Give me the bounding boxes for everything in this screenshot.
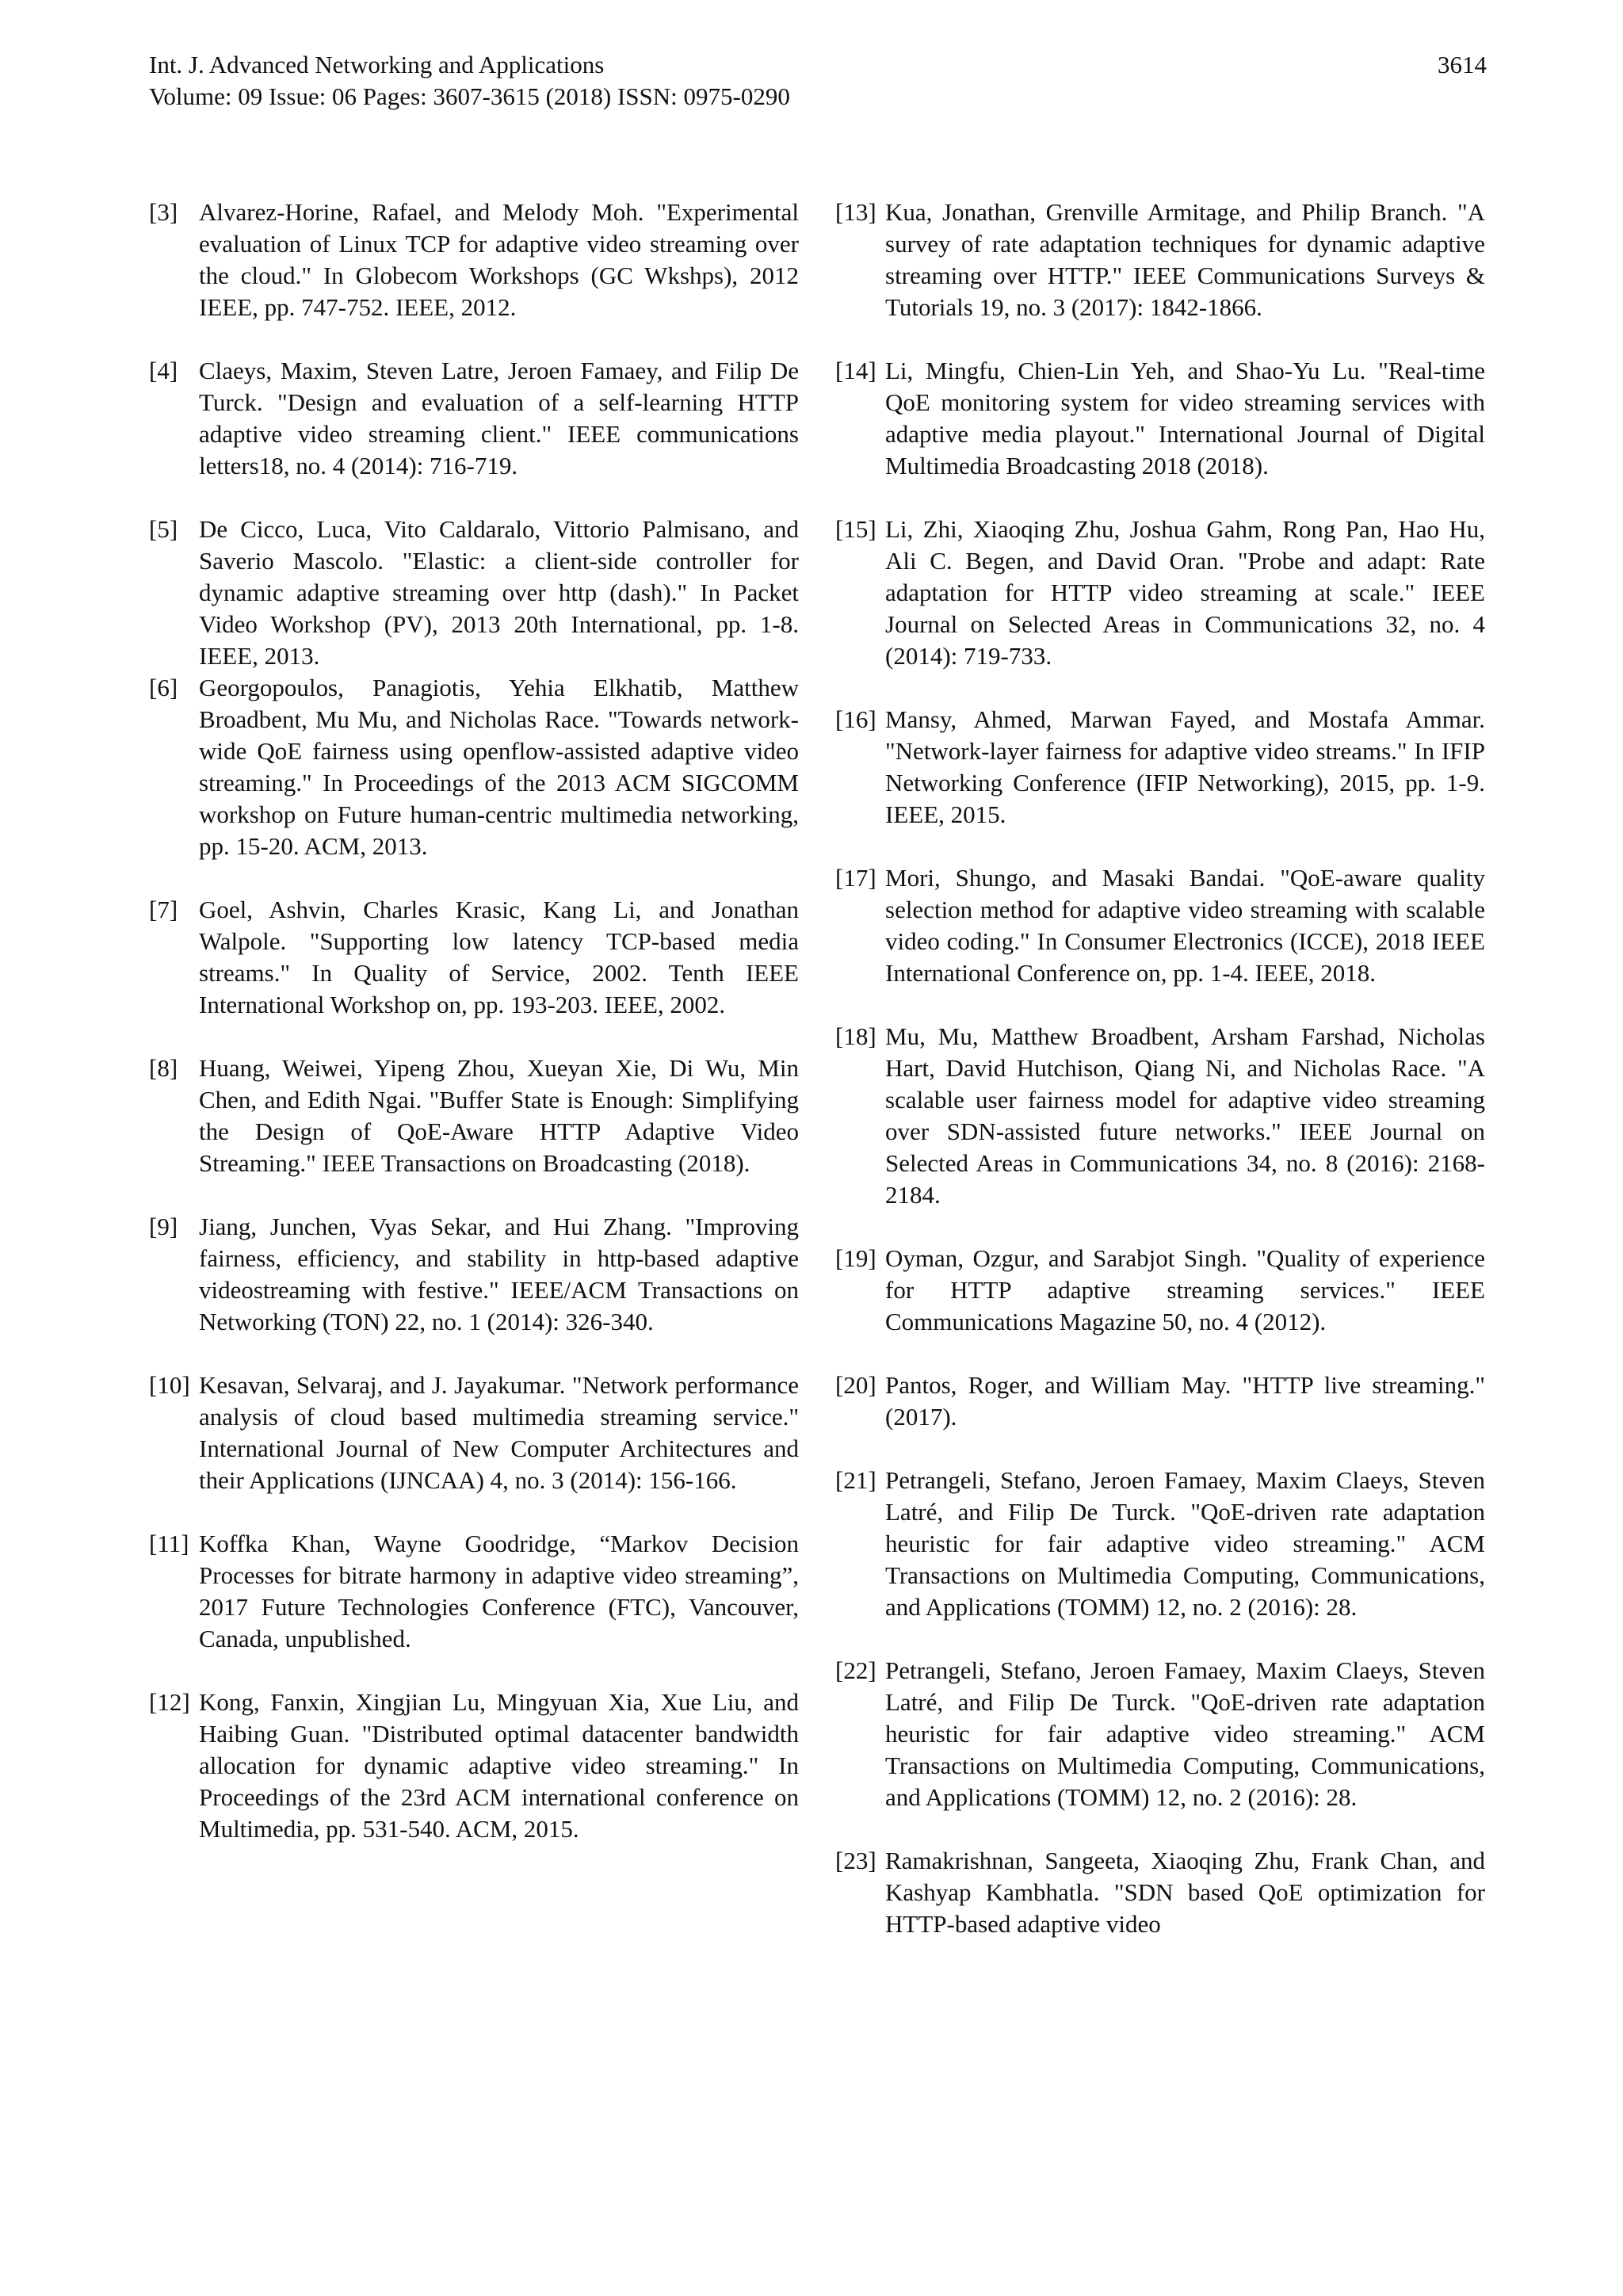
reference-text: Petrangeli, Stefano, Jeroen Famaey, Maxim Claeys, Steven Latré, and Filip De Turck. "QoE-driven rate adaptation heuristic for fair adaptive video streaming." ACM Transactions on Multimedia Computing, Communications, and Applications (TOMM) 12, no. 2 (2016): 28. bbox=[885, 1466, 1485, 1621]
reference-entry bbox=[835, 1021, 1485, 1211]
reference-entry bbox=[835, 1243, 1485, 1338]
reference-number: [5] bbox=[149, 515, 178, 543]
reference-entry bbox=[835, 1370, 1485, 1433]
reference-text: Oyman, Ozgur, and Sarabjot Singh. "Quality of experience for HTTP adaptive streaming services." IEEE Communications Magazine 50, no. 4 (2012). bbox=[885, 1244, 1485, 1335]
reference-text: Ramakrishnan, Sangeeta, Xiaoqing Zhu, Frank Chan, and Kashyap Kambhatla. "SDN based QoE optimization for HTTP-based adaptive video bbox=[885, 1847, 1485, 1938]
reference-entry bbox=[835, 1465, 1485, 1623]
reference-number: [22] bbox=[835, 1656, 876, 1684]
reference-entry bbox=[149, 197, 799, 323]
reference-text: Li, Mingfu, Chien-Lin Yeh, and Shao-Yu Lu. "Real-time QoE monitoring system for video streaming services with adaptive media playout." International Journal of Digital Multimedia Broadcasting 2018 (2018). bbox=[885, 357, 1485, 479]
reference-entry bbox=[835, 704, 1485, 831]
reference-number: [18] bbox=[835, 1022, 876, 1050]
reference-number: [23] bbox=[835, 1847, 876, 1874]
reference-number: [11] bbox=[149, 1530, 189, 1557]
reference-text: Georgopoulos, Panagiotis, Yehia Elkhatib, Matthew Broadbent, Mu Mu, and Nicholas Race. "Towards network-wide QoE fairness using openflow-assisted adaptive video streaming." In Proceedings of the 2013 ACM SIGCOMM workshop on Future human-centric multimedia networking, pp. 15-20. ACM, 2013. bbox=[199, 674, 799, 860]
reference-text: Mori, Shungo, and Masaki Bandai. "QoE-aware quality selection method for adaptive video streaming with scalable video coding." In Consumer Electronics (ICCE), 2018 IEEE International Conference on, pp. 1-4. IEEE, 2018. bbox=[885, 864, 1485, 987]
reference-number: [17] bbox=[835, 864, 876, 892]
reference-text: Koffka Khan, Wayne Goodridge, “Markov Decision Processes for bitrate harmony in adaptive video streaming”, 2017 Future Technologies Conference (FTC), Vancouver, Canada, unpublished. bbox=[199, 1530, 799, 1652]
reference-number: [3] bbox=[149, 198, 178, 226]
reference-number: [12] bbox=[149, 1688, 190, 1716]
reference-text: Kua, Jonathan, Grenville Armitage, and Philip Branch. "A survey of rate adaptation techniques for dynamic adaptive streaming over HTTP." IEEE Communications Surveys & Tutorials 19, no. 3 (2017): 1842-1866. bbox=[885, 198, 1485, 321]
reference-entry bbox=[835, 355, 1485, 482]
reference-number: [7] bbox=[149, 896, 178, 923]
reference-text: Li, Zhi, Xiaoqing Zhu, Joshua Gahm, Rong Pan, Hao Hu, Ali C. Begen, and David Oran. "Probe and adapt: Rate adaptation for HTTP video streaming at scale." IEEE Journal on Selected Areas in Communications 32, no. 4 (2014): 719-733. bbox=[885, 515, 1485, 670]
reference-entry bbox=[835, 197, 1485, 323]
reference-entry bbox=[149, 1528, 799, 1655]
reference-entry bbox=[149, 1052, 799, 1179]
reference-number: [19] bbox=[835, 1244, 876, 1272]
reference-text: Kong, Fanxin, Xingjian Lu, Mingyuan Xia, Xue Liu, and Haibing Guan. "Distributed optimal datacenter bandwidth allocation for dynamic adaptive video streaming." In Proceedings of the 23rd ACM international conference on Multimedia, pp. 531-540. ACM, 2015. bbox=[199, 1688, 799, 1843]
reference-text: Mansy, Ahmed, Marwan Fayed, and Mostafa Ammar. "Network-layer fairness for adaptive video streams." In IFIP Networking Conference (IFIP Networking), 2015, pp. 1-9. IEEE, 2015. bbox=[885, 705, 1485, 828]
reference-text: Goel, Ashvin, Charles Krasic, Kang Li, and Jonathan Walpole. "Supporting low latency TCP-based media streams." In Quality of Service, 2002. Tenth IEEE International Workshop on, pp. 193-203. IEEE, 2002. bbox=[199, 896, 799, 1018]
reference-number: [4] bbox=[149, 357, 178, 384]
reference-entry bbox=[149, 1687, 799, 1845]
reference-number: [21] bbox=[835, 1466, 876, 1494]
reference-entry bbox=[149, 1370, 799, 1496]
reference-text: Mu, Mu, Matthew Broadbent, Arsham Farshad, Nicholas Hart, David Hutchison, Qiang Ni, and Nicholas Race. "A scalable user fairness model for adaptive video streaming over SDN-assisted future networks." IEEE Journal on Selected Areas in Communications 34, no. 8 (2016): 2168-2184. bbox=[885, 1022, 1485, 1209]
reference-number: [16] bbox=[835, 705, 876, 733]
running-header bbox=[149, 49, 1487, 113]
reference-entry bbox=[835, 514, 1485, 672]
reference-entry bbox=[149, 894, 799, 1021]
reference-entry bbox=[835, 862, 1485, 989]
reference-entry bbox=[149, 355, 799, 482]
reference-text: De Cicco, Luca, Vito Caldaralo, Vittorio Palmisano, and Saverio Mascolo. "Elastic: a client-side controller for dynamic adaptive streaming over http (dash)." In Packet Video Workshop (PV), 2013 20th International, pp. 1-8. IEEE, 2013. bbox=[199, 515, 799, 670]
reference-entry bbox=[149, 672, 799, 862]
reference-text: Kesavan, Selvaraj, and J. Jayakumar. "Network performance analysis of cloud based multimedia streaming service." International Journal of New Computer Architectures and their Applications (IJNCAA) 4, no. 3 (2014): 156-166. bbox=[199, 1371, 799, 1494]
page-number: 3614 bbox=[1438, 51, 1487, 78]
reference-text: Alvarez-Horine, Rafael, and Melody Moh. "Experimental evaluation of Linux TCP for adaptive video streaming over the cloud." In Globecom Workshops (GC Wkshps), 2012 IEEE, pp. 747-752. IEEE, 2012. bbox=[199, 198, 799, 321]
journal-title: Int. J. Advanced Networking and Applications bbox=[149, 51, 605, 78]
reference-number: [14] bbox=[835, 357, 876, 384]
reference-entry bbox=[149, 1211, 799, 1338]
reference-text: Huang, Weiwei, Yipeng Zhou, Xueyan Xie, Di Wu, Min Chen, and Edith Ngai. "Buffer State is Enough: Simplifying the Design of QoE-Aware HTTP Adaptive Video Streaming." IEEE Transactions on Broadcasting (2018). bbox=[199, 1054, 799, 1177]
reference-text: Claeys, Maxim, Steven Latre, Jeroen Famaey, and Filip De Turck. "Design and evaluation of a self-learning HTTP adaptive video streaming client." IEEE communications letters18, no. 4 (2014): 716-719. bbox=[199, 357, 799, 479]
reference-number: [6] bbox=[149, 674, 178, 701]
reference-text: Pantos, Roger, and William May. "HTTP live streaming." (2017). bbox=[885, 1371, 1485, 1431]
reference-text: Petrangeli, Stefano, Jeroen Famaey, Maxim Claeys, Steven Latré, and Filip De Turck. "QoE-driven rate adaptation heuristic for fair adaptive video streaming." ACM Transactions on Multimedia Computing, Communications, and Applications (TOMM) 12, no. 2 (2016): 28. bbox=[885, 1656, 1485, 1811]
reference-entry bbox=[835, 1845, 1485, 1940]
references-left-column bbox=[149, 197, 799, 1877]
reference-number: [13] bbox=[835, 198, 876, 226]
reference-entry bbox=[835, 1655, 1485, 1813]
references-right-column bbox=[835, 197, 1485, 1972]
reference-entry bbox=[149, 514, 799, 672]
reference-number: [10] bbox=[149, 1371, 190, 1399]
reference-number: [8] bbox=[149, 1054, 178, 1082]
reference-number: [20] bbox=[835, 1371, 876, 1399]
reference-number: [9] bbox=[149, 1213, 178, 1240]
reference-number: [15] bbox=[835, 515, 876, 543]
reference-text: Jiang, Junchen, Vyas Sekar, and Hui Zhang. "Improving fairness, efficiency, and stability in http-based adaptive videostreaming with festive." IEEE/ACM Transactions on Networking (TON) 22, no. 1 (2014): 326-340. bbox=[199, 1213, 799, 1335]
volume-info: Volume: 09 Issue: 06 Pages: 3607-3615 (2018) ISSN: 0975-0290 bbox=[149, 82, 790, 110]
